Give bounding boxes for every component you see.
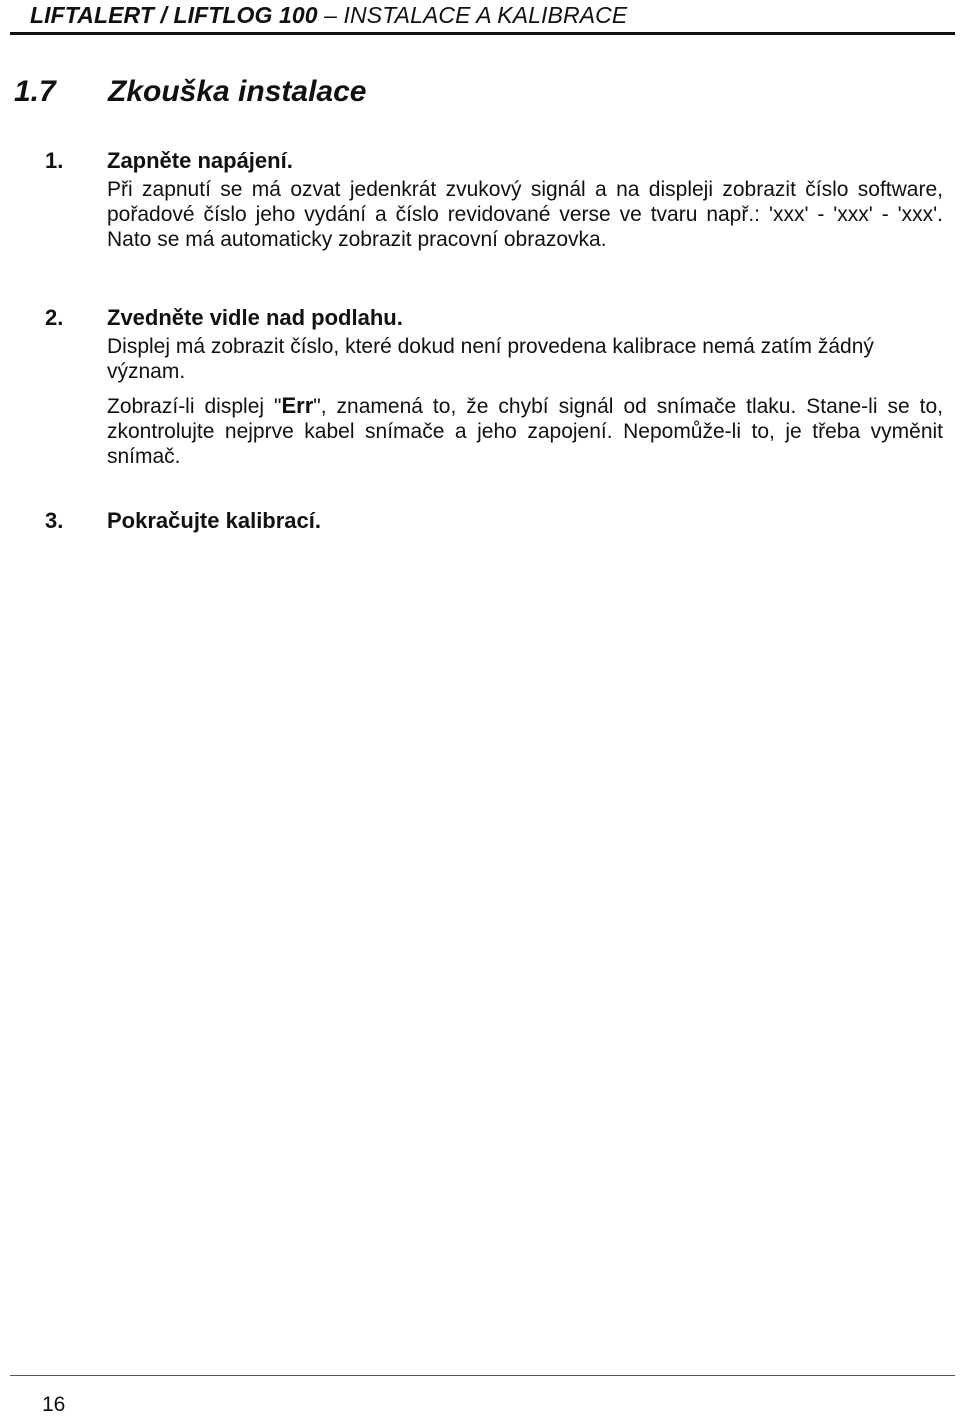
error-text-before: Zobrazí-li displej " bbox=[107, 395, 282, 418]
step-2-text: Displej má zobrazit číslo, které dokud není provedena kalibrace nemá zatím žádný význam. bbox=[107, 335, 874, 383]
running-header bbox=[30, 2, 627, 29]
step-3-title: Pokračujte kalibrací. bbox=[107, 508, 321, 533]
step-1-title: Zapněte napájení. bbox=[107, 148, 293, 173]
header-title-rest: – INSTALACE A KALIBRACE bbox=[317, 2, 628, 28]
section-title: Zkouška instalace bbox=[108, 75, 367, 108]
section-heading bbox=[14, 75, 366, 109]
step-2-title: Zvedněte vidle nad podlahu. bbox=[107, 305, 403, 330]
step-2-number: 2. bbox=[45, 305, 64, 330]
page-number: 16 bbox=[42, 1393, 66, 1416]
step-3-number: 3. bbox=[45, 508, 64, 533]
step-1-number: 1. bbox=[45, 148, 64, 173]
error-code: Err bbox=[281, 393, 314, 418]
section-number: 1.7 bbox=[14, 75, 56, 108]
header-title-bold: LIFTALERT / LIFTLOG 100 bbox=[30, 2, 318, 28]
step-1-text: Při zapnutí se má ozvat jedenkrát zvukový signál a na displeji zobrazit číslo software, pořadové číslo jeho vydání a číslo revidované verse ve tvaru např.: 'xxx' - 'xxx' - 'xxx'. Nato se má automaticky zobrazit pracovní obrazovka. bbox=[107, 178, 943, 251]
error-text-after: ", znamená to, že chybí signál od snímače tlaku. Stane-li se to, zkontrolujte nejprve kabel snímače a jeho zapojení. Nepomůže-li to, je třeba vyměnit snímač. bbox=[107, 395, 944, 468]
header-rule bbox=[10, 32, 955, 35]
step-2-error-text bbox=[107, 393, 943, 469]
footer-rule bbox=[10, 1375, 955, 1376]
